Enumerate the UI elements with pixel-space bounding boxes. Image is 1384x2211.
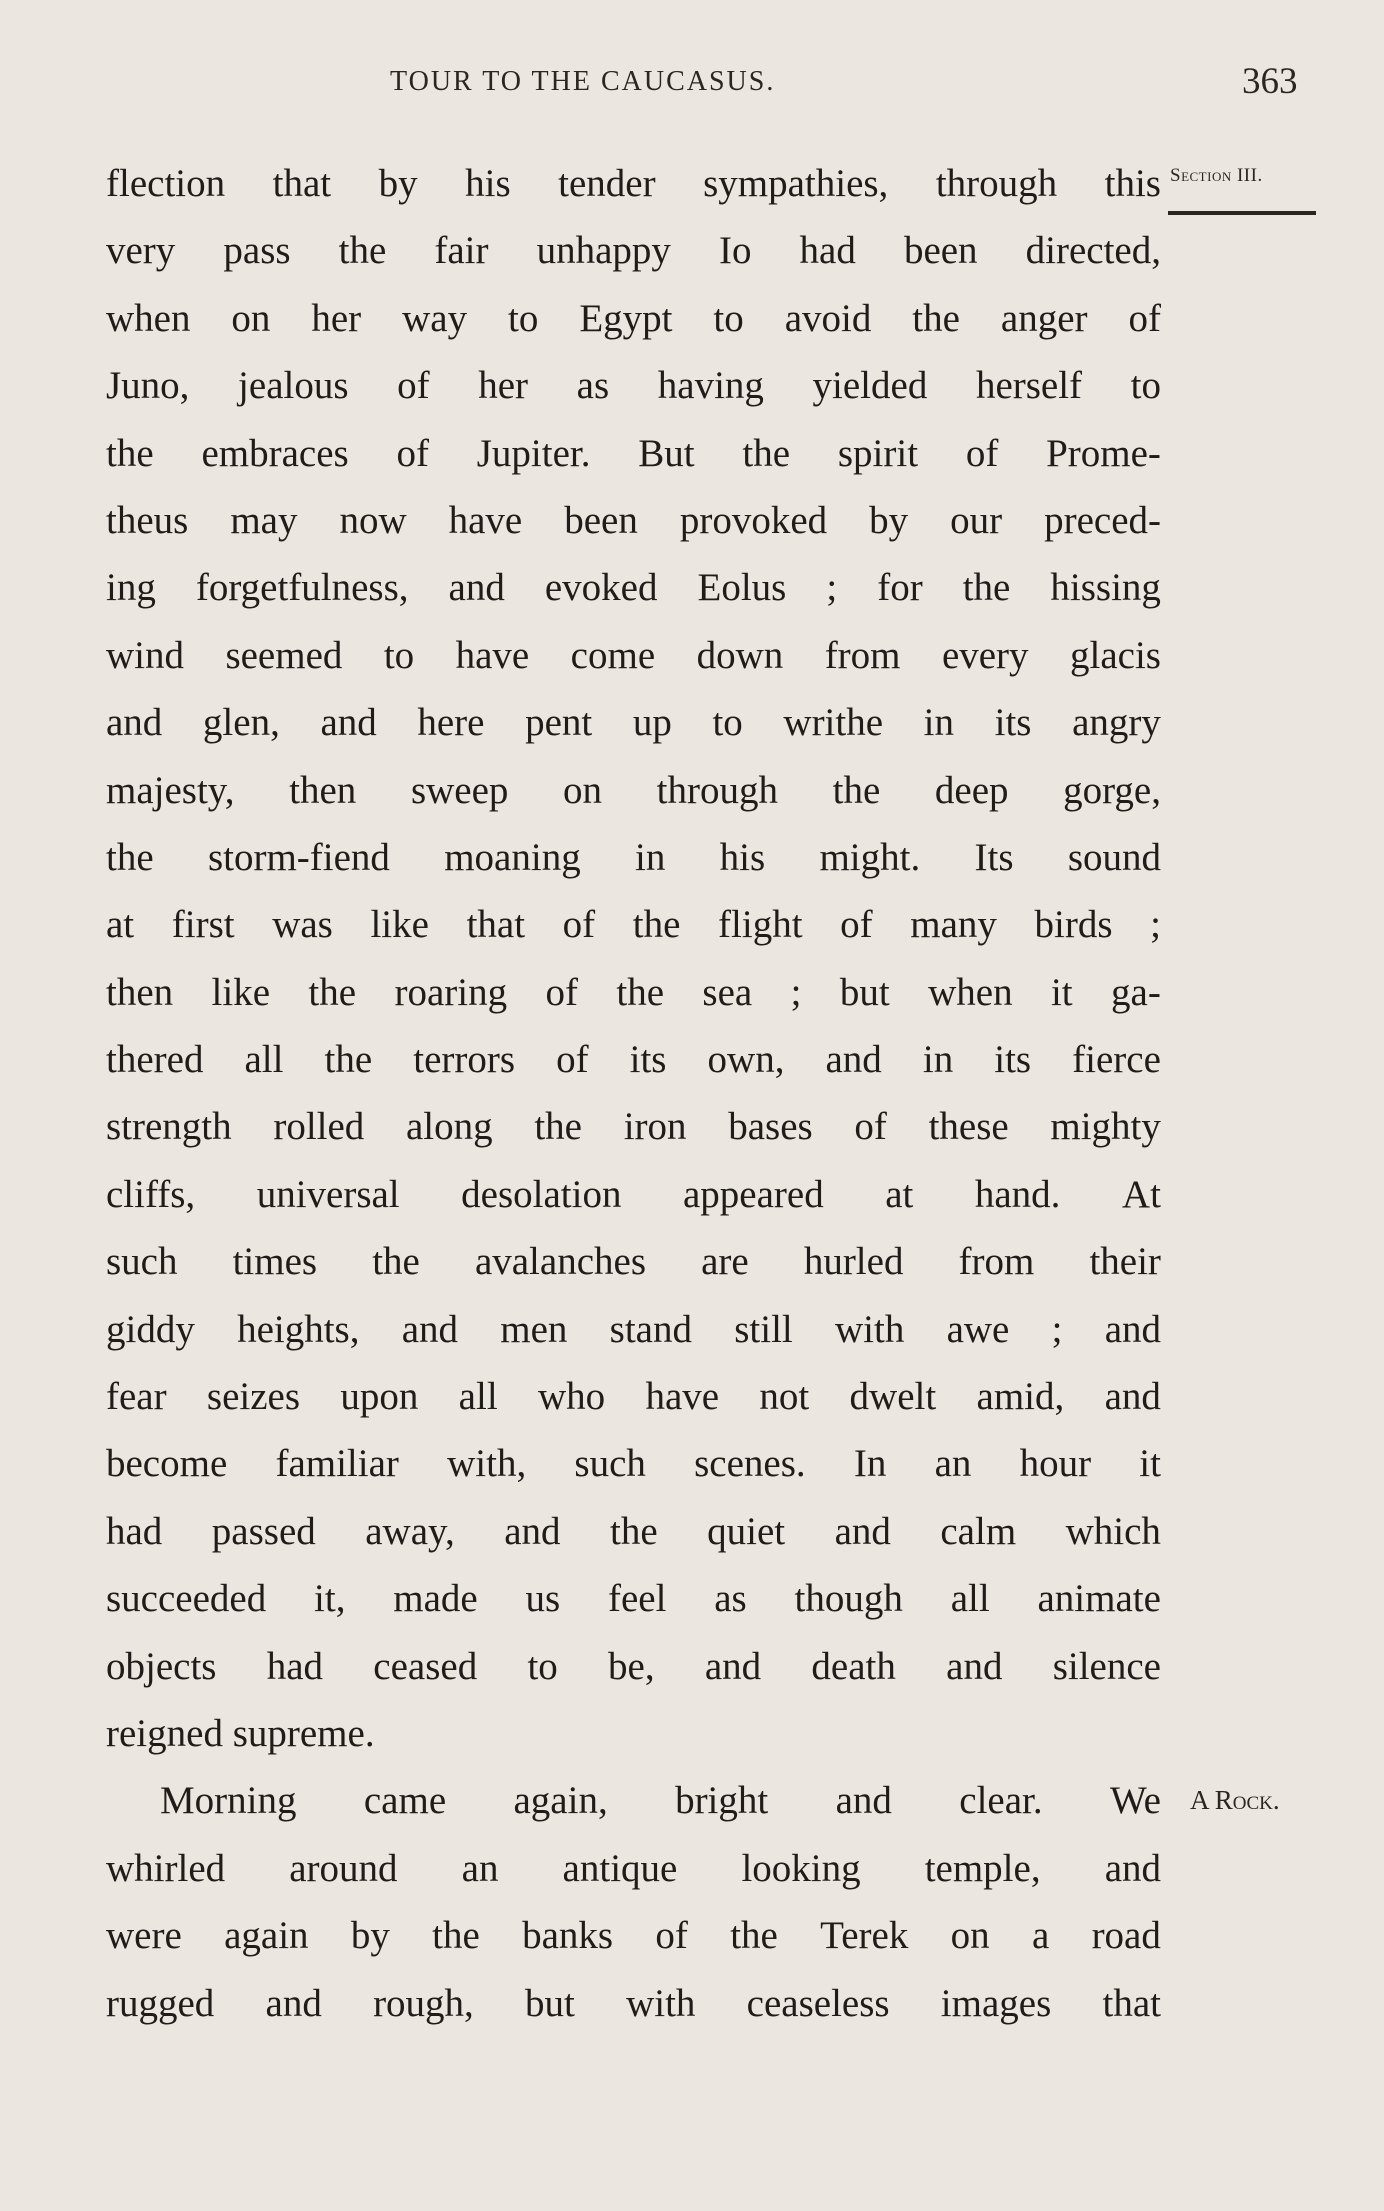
word: ing: [106, 566, 156, 610]
word: to: [713, 296, 744, 340]
word: rough,: [373, 1981, 474, 2025]
word: and: [401, 1307, 459, 1351]
word: forgetfulness,: [195, 566, 409, 610]
word: then: [106, 970, 174, 1014]
word: in: [635, 835, 666, 879]
word: on: [563, 768, 603, 812]
word: ;: [826, 566, 838, 610]
word: the: [730, 1914, 778, 1958]
word: upon: [340, 1375, 419, 1419]
word: rugged: [106, 1981, 215, 2025]
word: stand: [609, 1307, 692, 1351]
word: terrors: [413, 1038, 516, 1082]
word: the: [832, 768, 881, 812]
word: bright: [675, 1779, 769, 1823]
word: banks: [522, 1914, 614, 1958]
text-line: [106, 487, 1161, 554]
word: seizes: [206, 1375, 301, 1419]
word: tender: [558, 162, 656, 205]
word: pent: [525, 701, 593, 745]
word: desolation: [461, 1172, 622, 1216]
word: the: [610, 1509, 658, 1553]
word: Juno,: [106, 364, 190, 408]
word: by: [378, 162, 418, 205]
word: along: [406, 1105, 493, 1149]
word: appeared: [682, 1172, 824, 1216]
word: gorge,: [1063, 768, 1161, 812]
word: men: [500, 1307, 568, 1351]
word: Morning: [160, 1779, 297, 1823]
word: of: [840, 903, 873, 947]
margin-note-topic: A Rock.: [1190, 1785, 1280, 1815]
word: animate: [1037, 1577, 1161, 1621]
word: embraces: [201, 431, 349, 475]
word: an: [934, 1442, 972, 1486]
word: many: [910, 903, 997, 947]
margin-note-rule: [1168, 211, 1316, 215]
word: to: [508, 296, 539, 340]
word: at: [106, 903, 135, 947]
word: images: [940, 1981, 1052, 2025]
word: from: [824, 633, 901, 677]
word: of: [655, 1914, 688, 1958]
text-line: [106, 217, 1161, 284]
word: anger: [1000, 296, 1088, 340]
word: who: [537, 1375, 606, 1419]
word: avoid: [784, 296, 872, 340]
word: avalanches: [474, 1240, 647, 1284]
word: hand.: [974, 1172, 1061, 1216]
word: now: [339, 498, 407, 542]
word: an: [461, 1846, 499, 1890]
word: of: [545, 970, 578, 1014]
word: become: [106, 1442, 228, 1486]
word: these: [928, 1105, 1009, 1149]
text-line: [106, 1767, 1161, 1834]
word: wind: [106, 633, 184, 677]
text-line: [106, 622, 1161, 689]
word: flight: [718, 903, 803, 947]
text-line: [106, 150, 1161, 217]
word: In: [853, 1442, 887, 1486]
word: times: [232, 1240, 318, 1284]
word: bases: [728, 1105, 813, 1149]
text-line: [106, 959, 1161, 1026]
word: glacis: [1069, 633, 1161, 677]
word: fair: [434, 229, 489, 273]
word: way: [402, 296, 468, 340]
word: the: [534, 1105, 582, 1149]
word: hurled: [803, 1240, 904, 1284]
word: the: [912, 296, 960, 340]
word: ;: [1150, 903, 1161, 947]
word: storm-fiend: [207, 835, 390, 879]
word: and: [1104, 1307, 1161, 1351]
word: and: [320, 701, 377, 745]
word: looking: [741, 1846, 861, 1890]
word: and: [1104, 1375, 1161, 1419]
word: ;: [790, 970, 802, 1014]
word: a: [1031, 1914, 1050, 1958]
word: all: [950, 1577, 990, 1621]
word: with: [835, 1307, 905, 1351]
word: objects: [106, 1644, 217, 1688]
word: sea: [702, 970, 753, 1014]
word: on: [950, 1914, 990, 1958]
word: and: [834, 1509, 891, 1553]
word: Prome-: [1046, 431, 1161, 475]
text-line: [106, 1296, 1161, 1363]
word: whirled: [106, 1846, 226, 1890]
word: iron: [623, 1105, 687, 1149]
margin-note-section: Section III.: [1170, 165, 1263, 186]
word: rolled: [273, 1105, 365, 1149]
word: calm: [940, 1509, 1017, 1553]
word: hissing: [1050, 566, 1161, 610]
word: quiet: [707, 1509, 786, 1553]
word: have: [645, 1375, 720, 1419]
text-line: [106, 554, 1161, 621]
word: the: [106, 835, 154, 879]
word: like: [211, 970, 271, 1014]
word: at: [885, 1172, 914, 1216]
word: have: [455, 633, 530, 677]
text-line: [106, 1161, 1161, 1228]
word: hour: [1019, 1442, 1092, 1486]
word: and: [1104, 1846, 1161, 1890]
word: flection: [106, 162, 226, 205]
word: awe: [946, 1307, 1010, 1351]
word: succeeded: [106, 1577, 267, 1621]
word: down: [696, 633, 784, 677]
word: may: [230, 498, 298, 542]
word: of: [854, 1105, 887, 1149]
word: was: [272, 903, 333, 947]
word: from: [958, 1240, 1035, 1284]
word: cliffs,: [106, 1172, 196, 1216]
word: not: [759, 1375, 810, 1419]
word: glen,: [202, 701, 280, 745]
word: road: [1091, 1914, 1161, 1958]
word: dwelt: [849, 1375, 937, 1419]
word: We: [1109, 1779, 1161, 1823]
word: that: [466, 903, 526, 947]
word: that: [1102, 1981, 1161, 2025]
word: on: [231, 296, 271, 340]
text-line: [106, 1970, 1161, 2037]
word: all: [244, 1038, 284, 1082]
word: ceased: [373, 1644, 478, 1688]
text-line: [106, 1430, 1161, 1497]
word: of: [396, 431, 429, 475]
word: familiar: [275, 1442, 399, 1486]
word: very: [106, 229, 176, 273]
word: have: [448, 498, 523, 542]
word: come: [570, 633, 656, 677]
word: to: [527, 1644, 558, 1688]
word: her: [478, 364, 529, 408]
word: thered: [106, 1038, 204, 1082]
word: with: [626, 1981, 696, 2025]
word: which: [1065, 1509, 1161, 1553]
word: the: [106, 431, 154, 475]
word: had: [266, 1644, 324, 1688]
word: sympathies,: [703, 162, 889, 205]
text-line: reigned supreme.: [106, 1711, 375, 1755]
text-line: [106, 420, 1161, 487]
word: passed: [211, 1509, 316, 1553]
word: might.: [819, 835, 921, 879]
word: universal: [256, 1172, 400, 1216]
word: be,: [608, 1644, 655, 1688]
word: again: [224, 1914, 309, 1958]
word: jealous: [238, 364, 349, 408]
word: all: [458, 1375, 498, 1419]
word: by: [869, 498, 909, 542]
text-line: [106, 1228, 1161, 1295]
word: of: [397, 364, 430, 408]
text-line: [106, 824, 1161, 891]
word: came: [363, 1779, 447, 1823]
word: temple,: [924, 1846, 1041, 1890]
word: first: [171, 903, 235, 947]
word: angry: [1072, 701, 1161, 745]
word: had: [106, 1509, 163, 1553]
word: as: [714, 1577, 747, 1621]
text-line: [106, 689, 1161, 756]
word: of: [965, 431, 999, 475]
word: this: [1104, 162, 1161, 205]
word: such: [574, 1442, 646, 1486]
word: its: [629, 1038, 667, 1082]
word: fierce: [1072, 1038, 1161, 1082]
word: through: [935, 162, 1058, 205]
word: provoked: [679, 498, 828, 542]
word: it: [1050, 970, 1073, 1014]
body-text: [106, 150, 1161, 2037]
text-line: [106, 757, 1161, 824]
word: mighty: [1050, 1105, 1161, 1149]
text-line: [106, 1565, 1161, 1632]
word: such: [106, 1240, 178, 1284]
word: but: [525, 1981, 575, 2025]
word: majesty,: [106, 768, 235, 812]
word: herself: [975, 364, 1083, 408]
word: roaring: [394, 970, 508, 1014]
word: own,: [707, 1038, 785, 1082]
word: had: [799, 229, 856, 273]
word: but: [839, 970, 890, 1014]
word: away,: [365, 1509, 455, 1553]
word: directed,: [1025, 229, 1161, 273]
word: antique: [562, 1846, 678, 1890]
word: evoked: [544, 566, 658, 610]
word: the: [432, 1914, 480, 1958]
word: for: [877, 566, 923, 610]
word: the: [372, 1240, 420, 1284]
word: writhe: [783, 701, 884, 745]
word: it,: [314, 1577, 346, 1621]
word: clear.: [959, 1779, 1043, 1823]
word: deep: [934, 768, 1009, 812]
word: of: [556, 1038, 589, 1082]
word: heights,: [237, 1307, 360, 1351]
word: and: [504, 1509, 561, 1553]
word: and: [265, 1981, 322, 2025]
word: theus: [106, 498, 189, 542]
page-number: 363: [1242, 61, 1298, 102]
word: of: [562, 903, 596, 947]
word: Terek: [820, 1914, 909, 1958]
word: us: [525, 1577, 561, 1621]
word: unhappy: [536, 229, 671, 273]
word: around: [289, 1846, 398, 1890]
word: his: [719, 835, 766, 879]
word: when: [106, 296, 191, 340]
word: strength: [106, 1105, 232, 1149]
word: to: [383, 633, 415, 677]
word: our: [950, 498, 1003, 542]
word: her: [311, 296, 362, 340]
text-line: [106, 1633, 1161, 1700]
word: the: [962, 566, 1011, 610]
text-line: [106, 1498, 1161, 1565]
word: its: [994, 701, 1032, 745]
word: their: [1089, 1240, 1161, 1284]
word: his: [465, 162, 511, 205]
text-line: [106, 1902, 1161, 1969]
word: been: [564, 498, 638, 542]
word: then: [289, 768, 357, 812]
word: and: [825, 1038, 882, 1082]
word: been: [903, 229, 978, 273]
word: and: [946, 1644, 1003, 1688]
word: the: [324, 1038, 373, 1082]
word: made: [393, 1577, 478, 1621]
word: through: [656, 768, 778, 812]
word: ;: [1051, 1307, 1063, 1351]
word: with,: [447, 1442, 527, 1486]
word: yielded: [812, 364, 928, 408]
text-line: [106, 1026, 1161, 1093]
word: pass: [223, 229, 291, 273]
word: scenes.: [694, 1442, 806, 1486]
word: Io: [718, 229, 752, 273]
word: to: [1130, 364, 1161, 408]
word: At: [1121, 1172, 1161, 1216]
word: to: [712, 701, 743, 745]
word: in: [922, 1038, 954, 1082]
word: the: [338, 229, 387, 273]
word: when: [928, 970, 1013, 1014]
word: as: [576, 364, 610, 408]
word: amid,: [976, 1375, 1065, 1419]
word: though: [794, 1577, 903, 1621]
word: by: [350, 1914, 390, 1958]
word: and: [106, 701, 163, 745]
word: it: [1139, 1442, 1161, 1486]
word: here: [417, 701, 485, 745]
text-line: [106, 352, 1161, 419]
running-title: TOUR TO THE CAUCASUS.: [390, 66, 776, 97]
word: Eolus: [697, 566, 787, 610]
text-line: [106, 891, 1161, 958]
word: still: [734, 1307, 793, 1351]
word: moaning: [444, 835, 581, 879]
word: again,: [513, 1779, 608, 1823]
word: and: [835, 1779, 892, 1823]
word: fear: [106, 1375, 167, 1419]
word: were: [106, 1914, 182, 1958]
word: ceaseless: [746, 1981, 890, 2025]
word: death: [811, 1644, 896, 1688]
word: its: [994, 1038, 1032, 1082]
word: feel: [608, 1577, 667, 1621]
word: But: [638, 431, 695, 475]
word: Egypt: [579, 296, 673, 340]
word: of: [1128, 296, 1161, 340]
word: and: [448, 566, 505, 610]
word: the: [308, 970, 357, 1014]
word: silence: [1052, 1644, 1161, 1688]
text-line: [106, 1835, 1161, 1902]
word: giddy: [106, 1307, 195, 1351]
word: are: [701, 1240, 749, 1284]
word: the: [616, 970, 665, 1014]
word: that: [272, 162, 332, 205]
word: birds: [1034, 903, 1113, 947]
word: and: [704, 1644, 762, 1688]
word: sound: [1067, 835, 1161, 879]
word: the: [632, 903, 681, 947]
word: preced-: [1044, 498, 1161, 542]
word: sweep: [410, 768, 509, 812]
word: having: [657, 364, 764, 408]
word: Its: [974, 835, 1014, 879]
word: seemed: [225, 633, 343, 677]
text-line: [106, 285, 1161, 352]
text-line: [106, 1093, 1161, 1160]
word: up: [632, 701, 672, 745]
word: in: [923, 701, 954, 745]
word: spirit: [837, 431, 919, 475]
word: ga-: [1111, 970, 1161, 1014]
word: like: [370, 903, 429, 947]
word: Jupiter.: [476, 431, 591, 475]
word: the: [742, 431, 791, 475]
text-line: [106, 1363, 1161, 1430]
word: every: [941, 633, 1029, 677]
